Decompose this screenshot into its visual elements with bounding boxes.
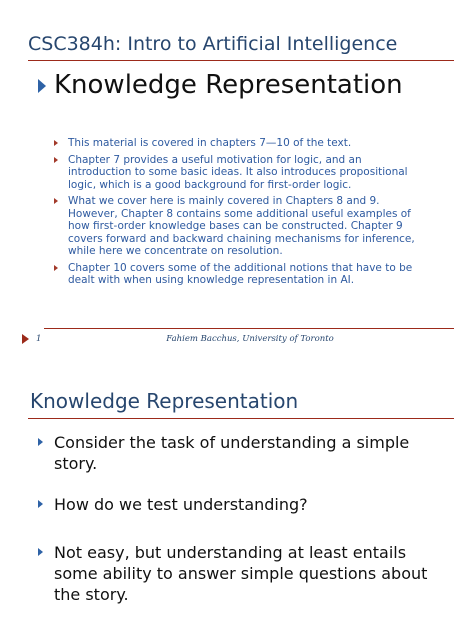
bullet-icon (54, 140, 58, 146)
footer-author: Fahiem Bacchus, University of Toronto (166, 334, 334, 344)
slide2-bullet-list (38, 432, 438, 605)
list-item: How do we test understanding? (38, 494, 438, 515)
slide2-title: Knowledge Representation (30, 389, 299, 413)
title-rule (28, 418, 454, 419)
bullet-icon (38, 548, 43, 556)
slide-2 (0, 378, 474, 632)
slide-heading (38, 70, 403, 100)
bullet-icon (38, 500, 43, 508)
list-item: What we cover here is mainly covered in Chapters 8 and 9. However, Chapter 8 contains some additional useful examples of how first-order knowledge bases can be constructed. Chapter 9 covers forward and backward chaining mechanisms for inference, while here we concentrate on resolution. (54, 195, 424, 258)
title-rule (28, 60, 454, 61)
course-title: CSC384h: Intro to Artificial Intelligence (28, 33, 398, 55)
bullet-icon (54, 157, 58, 163)
list-item: Chapter 10 covers some of the additional notions that have to be dealt with when using knowledge representation in AI. (54, 262, 424, 287)
heading-text: Knowledge Representation (54, 70, 403, 100)
footer-arrow-icon (22, 334, 29, 344)
bullet-icon (54, 198, 58, 204)
list-item: Not easy, but understanding at least entails some ability to answer simple questions about the story. (38, 542, 438, 605)
slide1-bullet-list (54, 137, 424, 291)
page-number: 1 (36, 334, 42, 344)
list-item: Chapter 7 provides a useful motivation for logic, and an introduction to some basic ideas. It also introduces propositional logic, which is a good background for first-order logic. (54, 154, 424, 192)
heading-bullet-icon (38, 79, 46, 93)
footer-rule (44, 328, 454, 329)
list-item: Consider the task of understanding a simple story. (38, 432, 438, 474)
list-item: This material is covered in chapters 7—10 of the text. (54, 137, 424, 150)
bullet-icon (38, 438, 43, 446)
bullet-icon (54, 265, 58, 271)
